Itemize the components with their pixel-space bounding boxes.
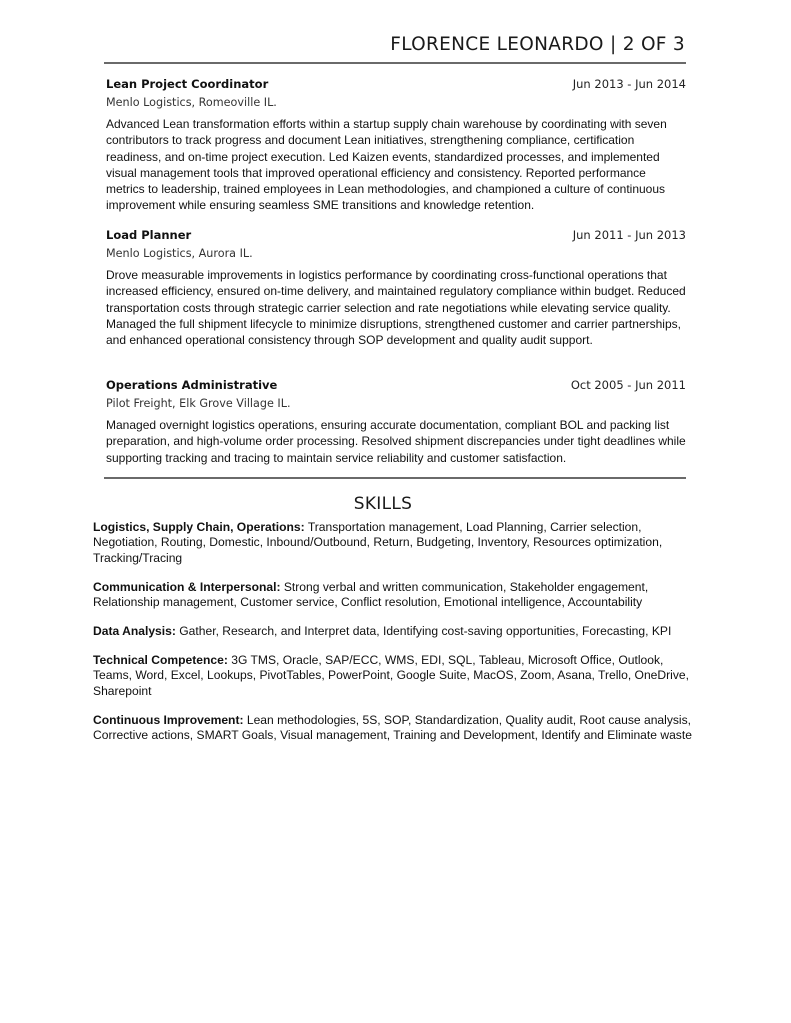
job-title: Lean Project Coordinator <box>106 77 269 91</box>
job-company: Pilot Freight, Elk Grove Village IL. <box>106 397 291 410</box>
job-header <box>106 228 686 245</box>
job-title: Load Planner <box>106 228 192 242</box>
job-dates: Jun 2013 - Jun 2014 <box>572 77 686 91</box>
skill-item-continuous-improvement <box>93 713 703 744</box>
skill-label: Communication & Interpersonal: <box>93 579 281 594</box>
job-entry-lean-project-coordinator <box>106 77 686 214</box>
job-company: Menlo Logistics, Romeoville IL. <box>106 96 277 109</box>
skill-item-logistics <box>93 520 703 566</box>
job-description: Advanced Lean transformation efforts within a startup supply chain warehouse by coordinating with seven contributors to track progress and document Lean initiatives, strengthening compliance, certification readiness, and on-time project execution. Led Kaizen events, standardized processes, and implemented visual management tools that improved operational efficiency and consistency. Reported performance metrics to leadership, trained employees in Lean methodologies, and championed a culture of continuous improvement while ensuring seamless SME transitions and knowledge retention. <box>106 117 667 213</box>
job-dates: Oct 2005 - Jun 2011 <box>570 378 686 392</box>
skills-heading: SKILLS <box>353 494 413 514</box>
job-header <box>106 77 686 94</box>
section-divider <box>104 477 686 479</box>
job-description: Managed overnight logistics operations, ensuring accurate documentation, compliant BOL and packing list preparation, and high-volume order processing. Resolved shipment discrepancies under tight deadlines while supporting tracking and tracing to maintain service reliability and customer satisfaction. <box>106 418 686 465</box>
job-entry-operations-administrative <box>106 378 686 466</box>
job-title: Operations Administrative <box>106 378 278 392</box>
job-dates: Jun 2011 - Jun 2013 <box>572 228 686 242</box>
skills-list <box>93 520 703 757</box>
skill-text: 3G TMS, Oracle, SAP/ECC, WMS, EDI, SQL, Tableau, Microsoft Office, Outlook, Teams, Word, Excel, Lookups, PivotTables, PowerPoint, Google Suite, MacOS, Zoom, Asana, Trello, OneDrive, Sharepoint <box>93 652 689 698</box>
header-divider <box>104 62 686 64</box>
skill-label: Technical Competence: <box>93 652 228 667</box>
skill-label: Continuous Improvement: <box>93 712 244 727</box>
skill-item-data-analysis <box>93 624 703 639</box>
skill-item-communication <box>93 580 703 611</box>
job-description: Drove measurable improvements in logistics performance by coordinating cross-functional operations that increased efficiency, ensured on-time delivery, and maintained regulatory compliance within budget. Reduced transportation costs through strategic carrier selection and rate negotiations while elevating service quality. Managed the full shipment lifecycle to minimize disruptions, strengthened customer and carrier partnerships, and enhanced operational consistency through SOP development and quality audit support. <box>106 268 686 348</box>
skill-item-technical <box>93 653 703 699</box>
skill-label: Logistics, Supply Chain, Operations: <box>93 520 305 534</box>
skill-text: Transportation management, Load Planning, Carrier selection, Negotiation, Routing, Domestic, Inbound/Outbound, Return, Budgeting, Inventory, Resources optimization, Tracking/Tracing <box>93 520 663 565</box>
skill-text: Gather, Research, and Interpret data, Identifying cost-saving opportunities, Forecasting, KPI <box>175 624 672 639</box>
job-company: Menlo Logistics, Aurora IL. <box>106 247 253 260</box>
job-entry-load-planner <box>106 228 686 348</box>
job-header <box>106 378 686 395</box>
page-header: FLORENCE LEONARDO | 2 OF 3 <box>390 34 685 55</box>
skill-text: Strong verbal and written communication, Stakeholder engagement, Relationship management, Customer service, Conflict resolution, Emotional intelligence, Accountability <box>93 579 649 610</box>
skill-label: Data Analysis: <box>93 624 176 639</box>
skill-text: Lean methodologies, 5S, SOP, Standardization, Quality audit, Root cause analysis, Corrective actions, SMART Goals, Visual management, Training and Development, Identify and Eliminate waste <box>93 712 692 743</box>
